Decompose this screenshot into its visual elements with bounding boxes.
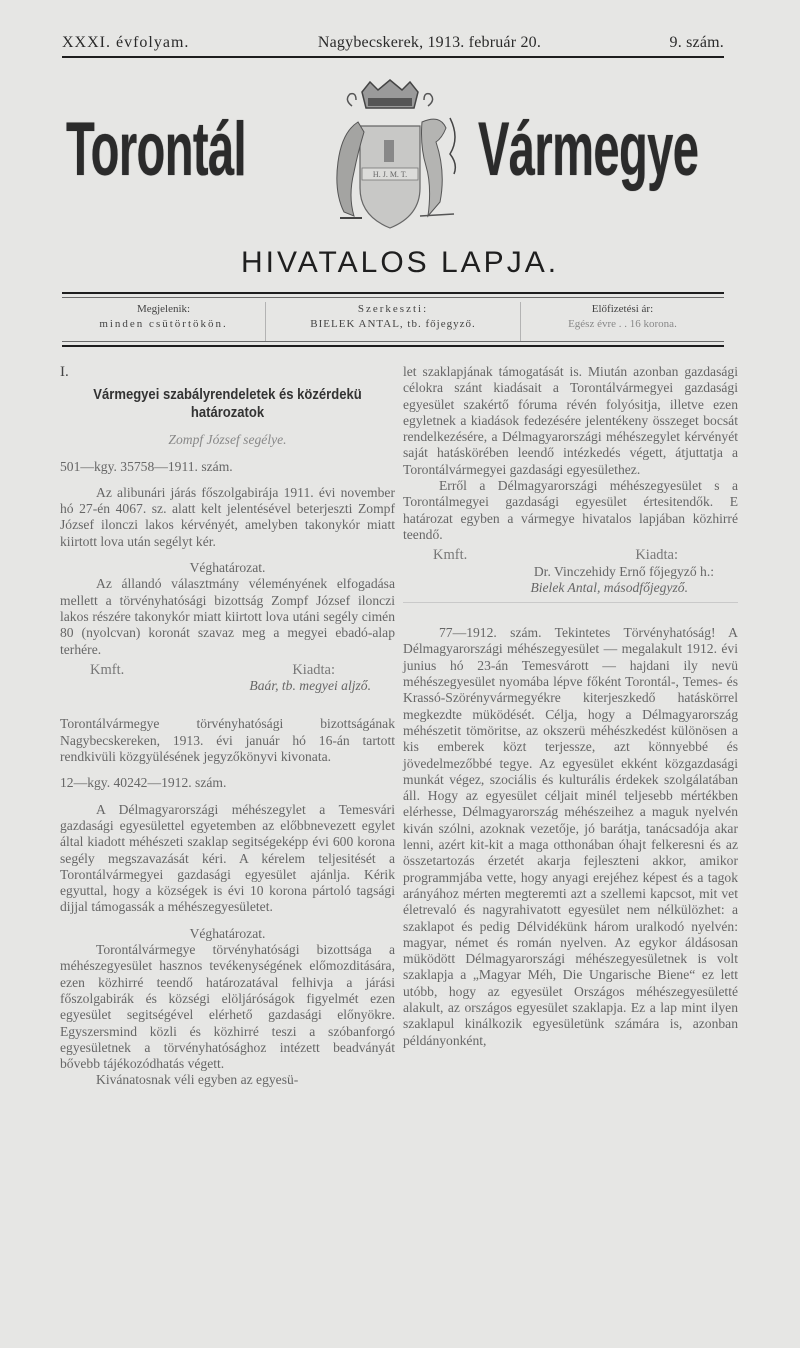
article-body-2: A Délmagyarországi méhészegylet a Temesvári gazdasági egyesülettel egyetemben az előbbnevezett egylet által kiadott méhészeti szaklap segitségeképp évi 600 korona segély megszavazását kéri. A kérelem teljesitését a Torontálvármegyei gazdasági egyesület ajánlja. Kérik egyuttal, hogy a községek is évi 10 korona pártoló tagsági dijjal támogassák a méhészegyesületet.: [60, 801, 395, 915]
article-separator: [403, 602, 738, 603]
article-reference-2: 12—kgy. 40242—1912. szám.: [60, 775, 227, 791]
subscription-value: Egész évre . . 16 korona.: [568, 318, 677, 330]
right-column: [403, 364, 738, 1049]
header-rule: [62, 56, 724, 58]
masthead-title-right: Vármegye: [478, 107, 699, 192]
issue-number: 9. szám.: [669, 34, 724, 51]
subscription-label: Előfizetési ár:: [591, 303, 654, 315]
info-bottom-rule: [62, 345, 724, 347]
volume-label: XXXI. évfolyam.: [62, 34, 190, 51]
notice-text: Erről a Délmagyarországi méhészegyesület s a Torontálmegyei gazdasági egyesület értesitendők. E határozat egyben a vármegye hivatalos lapjában közhirré teendő.: [403, 478, 738, 542]
issued-by-label: Kiadta:: [292, 661, 335, 678]
info-top-thin-rule: [62, 297, 724, 298]
editor-label: Szerkeszti:: [357, 303, 429, 315]
issued-by-label-2: Kiadta:: [635, 547, 678, 564]
issue-header: [62, 34, 724, 52]
signatory: Baár, tb. megyei aljző.: [249, 678, 371, 694]
info-bottom-thin-rule: [62, 341, 724, 342]
masthead-title-left: Torontál: [66, 107, 247, 192]
svg-text:H. J. M. T.: H. J. M. T.: [372, 170, 408, 179]
left-column: [60, 364, 395, 1089]
kmft-label-2: Kmft.: [433, 547, 468, 564]
decision-text-2-continued: Kivánatosnak véli egyben az egyesü-: [96, 1072, 299, 1088]
article-reference: 501—kgy. 35758—1911. szám.: [60, 458, 233, 474]
signature-line: [60, 662, 395, 678]
publication-info: [62, 302, 265, 342]
signature-line-2: [403, 547, 738, 563]
info-top-rule: [62, 292, 724, 294]
article-title: Zompf József segélye.: [168, 432, 287, 448]
published-value: minden csütörtökön.: [99, 318, 228, 330]
continuation-text: let szaklapjának támogatását is. Miután azonban gazdasági célokra szánt kiadásait a Torontálvármegyei gazdasági egyesület szakértő fóruma révén folyósitja, illetve ezen egyletnek a kiadások fedezésére jelentékeny összeget bocsát rendelkezésére, a Délmagyarországi méhészegylet kérvényét saját hatáskörében leendő intézkedés végett, átjuttatja a Torontálvármegyei gazdasági egyesülethez.: [403, 364, 738, 477]
published-label: Megjelenik:: [136, 303, 191, 315]
section-title: Vármegyei szabályrendeletek és közérdekü határozatok: [93, 387, 362, 422]
decision-heading-2: Véghatározat.: [189, 925, 266, 941]
article-body: Az alibunári járás főszolgabirája 1911. évi november hó 27-én 4067. sz. alatt kelt jelentésével beterjeszti Zompf József ilonczi lakos kérvényét, amelyben takonykór miatt kiirtott lova után segélyt kér.: [60, 484, 395, 549]
editor-value: BIELEK ANTAL, tb. főjegyző.: [310, 318, 476, 330]
decision-text-2: Torontálvármegye törvényhatósági bizottsága a méhészegyesület hasznos tevékenységének előmozditására, ezen közhirré teendő határozatával felhivja a járási főszolgabirák és községi elöljáróságok figyelmét ezen egyesület segitségével elérhető gazdasági előnyökre. Egyszersmind közli és közhirré teszi a szóbanforgó egyesületnek a törvényhatósághoz intézett beadványát bővebb tájékozódhatás végett.: [60, 942, 395, 1072]
decision-heading: Véghatározat.: [189, 560, 266, 576]
signatory-2: Bielek Antal, másodfőjegyző.: [530, 579, 688, 595]
editor-info: [265, 302, 520, 342]
place-date: Nagybecskerek, 1913. február 20.: [317, 34, 542, 51]
subscription-info: [520, 302, 724, 342]
kmft-label: Kmft.: [90, 661, 125, 678]
minutes-intro: Torontálvármegye törvényhatósági bizottságának Nagybecskereken, 1913. évi január hó 16-án tartott rendkivüli közgyülésének jegyzőkönyvi kivonata.: [60, 716, 395, 765]
signatory-1: Dr. Vinczehidy Ernő főjegyző h.:: [533, 563, 714, 579]
info-bar: [62, 302, 724, 342]
decision-text: Az állandó választmány véleményének elfogadása mellett a törvényhatósági bizottság Zompf József ilonczi lakos részére takonykór miatt kiirtott lova utáni segély cimén 80 (nyolcvan) koronát szavaz meg a megyei ebadó-alap terhére.: [60, 576, 395, 657]
section-number: I.: [60, 364, 69, 380]
petition-text: 77—1912. szám. Tekintetes Törvényhatóság! A Délmagyarországi méhészegyesület — megalakult 1912. évi junius hó 23-án Temesvárott — hajdani ily nevü méhészegyesület nyomába lépve főként Torontál-, Temes- és Krassó-Szörényvármegyékre kiterjeszkedő hatáskörrel megkezdte müködését. Célja, hogy a Délmagyarország méhészetit tömöritse, az okszerü méhészkedést különösen a kis emberek közt terjessze, azt könnyebbé és jövedelmezőbbé tegye. Az egyesület ekként közgazdasági munkát végez, szociális és kulturális érdekek szolgálatában áll. Hogy az egyesület céljait minél teljesebb mértékben elérhesse, Délmagyarország méhészeihez a maguk nyelvén kiván szólni, azoknak vezetője, jó barátja, tanácsadója akar lenni, azért kit-kit a maga otthonában óhajt felkeresni és az összetartozás érzetét akarja fejleszteni akkor, amikor programmjába vette, hogy anyagi erejéhez képest és a tagok arányához mérten megteremti azt a szellemi kapcsot, mit vet életrevaló és nagyrahivatott egyesület nem nélkülözhet: a szaklapot és pedig Délvidékünk három uralkodó nyelvén: magyar, német és román nyelven. Az egykor áldásosan müködött Délmagyarországi méhészegyesületnek is volt szaklapja a „Magyar Méh, Die Ungarische Biene“ ez lett utóbb, hogy az egyesület Országos méhészegyesületté alakult, az országos egyesület szaklapja. Ez a lap mint ilyen szaklapul kinálkozik egyesületünk számára is, azonban példányonként,: [403, 625, 738, 1048]
masthead-subtitle: HIVATALOS LAPJA.: [240, 246, 560, 279]
coat-of-arms-icon: [300, 78, 480, 238]
